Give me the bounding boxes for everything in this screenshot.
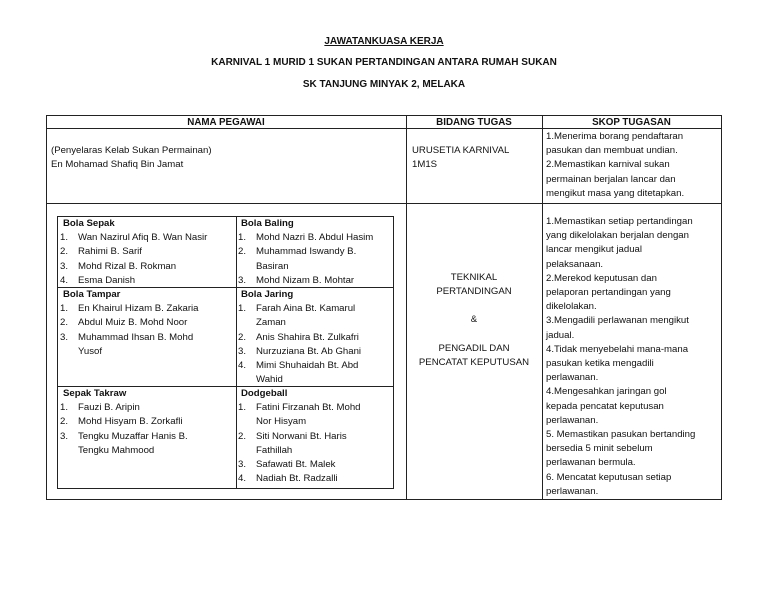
bidang-line: PENCATAT KEPUTUSAN — [418, 356, 530, 368]
skop-line: 3.Mengadili perlawanan mengikut — [546, 315, 689, 327]
bidang-line: PENGADIL DAN — [438, 342, 510, 354]
member-list — [238, 302, 393, 387]
skop-row1 — [546, 130, 684, 201]
list-item: 2. Muhammad Iswandy B. Basiran — [238, 246, 357, 272]
list-item: 4. Mimi Shuhaidah Bt. Abd Wahid — [238, 360, 359, 386]
column-divider-2 — [542, 115, 543, 500]
list-item: 4. Esma Danish — [60, 274, 136, 286]
event-title: KARNIVAL 1 MURID 1 SUKAN PERTANDINGAN ANTARA RUMAH SUKAN — [211, 57, 557, 68]
list-item: 2. Abdul Muiz B. Mohd Noor — [60, 317, 188, 329]
sport-sepak-takraw — [60, 387, 236, 458]
sport-bola-jaring — [238, 288, 393, 387]
sport-title: Bola Jaring — [241, 289, 294, 300]
sport-title: Bola Tampar — [63, 289, 121, 300]
member-list — [60, 401, 236, 458]
skop-line: perlawanan. — [546, 485, 599, 497]
table-left-border — [46, 115, 47, 500]
skop-line: perlawanan bermula. — [546, 457, 636, 469]
list-item: 3. Mohd Rizal B. Rokman — [60, 260, 177, 272]
sport-title: Bola Sepak — [63, 218, 115, 229]
member-list — [60, 231, 236, 288]
sport-title: Sepak Takraw — [63, 388, 127, 399]
skop-line: kepada pencatat keputusan — [546, 400, 664, 412]
coordinator-name: En Mohamad Shafiq Bin Jamat — [51, 159, 184, 170]
skop-line: 4.Tidak menyebelahi mana-mana — [546, 343, 689, 355]
list-item: 3. Muhammad Ihsan B. Mohd Yusof — [60, 331, 194, 357]
list-item: 1. En Khairul Hizam B. Zakaria — [60, 303, 199, 315]
sport-title: Bola Baling — [241, 218, 294, 229]
list-item: 1. Fatini Firzanah Bt. Mohd Nor Hisyam — [238, 402, 361, 428]
list-item: 2. Mohd Hisyam B. Zorkafli — [60, 416, 183, 428]
skop-line: mengikut masa yang ditetapkan. — [546, 187, 685, 199]
skop-line: lancar mengikut jadual — [546, 244, 642, 256]
bidang-1m1s: 1M1S — [412, 159, 438, 170]
skop-line: permainan berjalan lancar dan — [546, 173, 676, 185]
sport-bola-tampar — [60, 288, 236, 359]
list-item: 1. Mohd Nazri B. Abdul Hasim — [238, 232, 374, 244]
list-item: 4. Nadiah Bt. Radzalli — [238, 473, 338, 485]
inner-bottom-border — [57, 488, 393, 489]
inner-left-border — [57, 216, 58, 489]
list-item: 2. Rahimi B. Sarif — [60, 246, 142, 258]
list-item: 3. Mohd Nizam B. Mohtar — [238, 274, 355, 286]
skop-line: 2.Memastikan karnival sukan — [546, 159, 670, 171]
sport-title: Dodgeball — [241, 388, 288, 399]
skop-row2 — [546, 215, 695, 499]
sport-dodgeball — [238, 387, 393, 486]
list-item: 1. Farah Aina Bt. Kamarul Zaman — [238, 303, 356, 329]
list-item: 2. Anis Shahira Bt. Zulkafri — [238, 331, 359, 343]
list-item: 2. Siti Norwani Bt. Haris Fathillah — [238, 430, 347, 456]
header-bidang-tugas: BIDANG TUGAS — [436, 117, 512, 128]
skop-line: pasukan ketika mengadili — [546, 358, 654, 370]
row1-bottom-border — [46, 203, 721, 204]
sport-bola-sepak — [60, 217, 236, 288]
table-bottom-border — [46, 499, 721, 500]
header-skop-tugasan: SKOP TUGASAN — [592, 117, 671, 128]
skop-line: dikelolakan. — [546, 301, 597, 313]
list-item: 3. Safawati Bt. Malek — [238, 459, 336, 471]
coordinator-role: (Penyelaras Kelab Sukan Permainan) — [51, 145, 212, 156]
skop-line: pasukan dan membuat undian. — [546, 145, 678, 157]
inner-column-divider — [236, 216, 237, 489]
bidang-urusetia: URUSETIA KARNIVAL — [412, 145, 510, 156]
list-item: 1. Fauzi B. Aripin — [60, 402, 140, 414]
skop-line: yang dikelolakan berjalan dengan — [546, 230, 689, 242]
list-item: 3. Nurzuziana Bt. Ab Ghani — [238, 345, 362, 357]
bidang-teknikal — [406, 271, 542, 370]
member-list — [238, 231, 393, 288]
skop-line: pelaporan pertandingan yang — [546, 287, 671, 299]
skop-line: 1.Memastikan setiap pertandingan — [546, 216, 693, 227]
skop-line: pelaksanaan. — [546, 258, 604, 270]
bidang-line: & — [470, 314, 478, 326]
table-right-border — [721, 115, 722, 500]
skop-line: perlawanan. — [546, 372, 599, 384]
inner-right-border — [393, 216, 394, 489]
bidang-line: TEKNIKAL — [450, 272, 498, 283]
skop-line: jadual. — [546, 329, 575, 341]
list-item: 3. Tengku Muzaffar Hanis B. Tengku Mahmood — [60, 430, 188, 456]
skop-line: bersedia 5 minit sebelum — [546, 443, 653, 455]
skop-line: perlawanan. — [546, 414, 599, 426]
school-name: SK TANJUNG MINYAK 2, MELAKA — [302, 79, 466, 90]
skop-line: 5. Memastikan pasukan bertanding — [546, 429, 696, 441]
list-item: 1. Wan Nazirul Afiq B. Wan Nasir — [60, 232, 208, 244]
member-list — [238, 401, 393, 486]
sport-bola-baling — [238, 217, 393, 288]
member-list — [60, 302, 236, 359]
skop-line: 2.Merekod keputusan dan — [546, 272, 657, 284]
skop-line: 6. Mencatat keputusan setiap — [546, 471, 672, 483]
document-title: JAWATANKUASA KERJA — [324, 36, 444, 47]
skop-line: 4.Mengesahkan jaringan gol — [546, 386, 667, 398]
header-nama-pegawai: NAMA PEGAWAI — [187, 117, 265, 128]
skop-line: 1.Menerima borang pendaftaran — [546, 131, 684, 142]
bidang-line: PERTANDINGAN — [436, 286, 512, 298]
